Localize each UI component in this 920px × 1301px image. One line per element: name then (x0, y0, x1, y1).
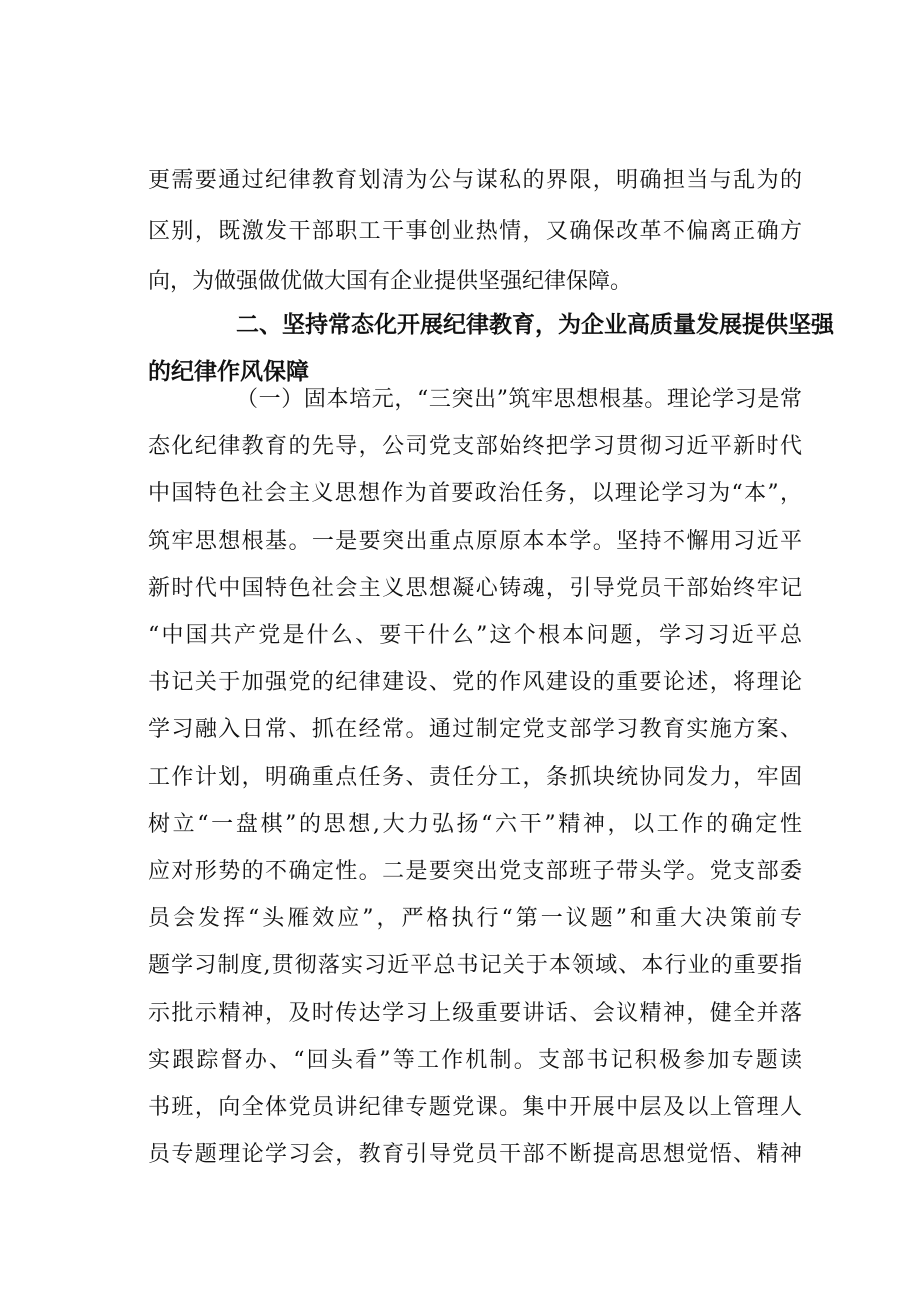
body-line: “中国共产党是什么、要干什么”这个根本问题，学习习近平总 (148, 623, 802, 648)
body-line: 树立“一盘棋”的思想,大力弘扬“六干”精神，以工作的确定性 (148, 811, 802, 837)
body-line: 书记关于加强党的纪律建设、党的作风建设的重要论述，将理论 (148, 670, 802, 696)
body-line: 态化纪律教育的先导，公司党支部始终把学习贯彻习近平新时代 (148, 434, 802, 460)
intro-line: 向，为做强做优做大国有企业提供坚强纪律保障。 (148, 269, 633, 294)
body-line: 筑牢思想根基。一是要突出重点原原本本学。坚持不懈用习近平 (148, 528, 802, 554)
body-line: 员会发挥“头雁效应”，严格执行“第一议题”和重大决策前专 (148, 906, 802, 932)
body-line: 中国特色社会主义思想作为首要政治任务，以理论学习为“本”， (148, 481, 802, 507)
body-line: 示批示精神，及时传达学习上级重要讲话、会议精神，健全并落 (148, 1000, 802, 1026)
body-line: 工作计划，明确重点任务、责任分工，条抓块统协同发力，牢固 (148, 764, 802, 790)
body-line: 员专题理论学习会，教育引导党员干部不断提高思想觉悟、精神 (148, 1142, 802, 1168)
section-heading-line: 的纪律作风保障 (148, 359, 309, 385)
body-line: 学习融入日常、抓在经常。通过制定党支部学习教育实施方案、 (148, 717, 802, 743)
body-line: （一）固本培元，“三突出”筑牢思想根基。理论学习是常 (236, 387, 802, 412)
body-line: 实跟踪督办、“回头看”等工作机制。支部书记积极参加专题读 (148, 1047, 802, 1073)
body-line: 书班，向全体党员讲纪律专题党课。集中开展中层及以上管理人 (148, 1095, 802, 1120)
body-line: 新时代中国特色社会主义思想凝心铸魂，引导党员干部始终牢记 (148, 575, 802, 601)
intro-line: 更需要通过纪律教育划清为公与谋私的界限，明确担当与乱为的 (148, 168, 802, 193)
body-line: 题学习制度,贯彻落实习近平总书记关于本领域、本行业的重要指 (148, 953, 802, 979)
body-line: 应对形势的不确定性。二是要突出党支部班子带头学。党支部委 (148, 859, 802, 884)
intro-line: 区别，既激发干部职工干事创业热情，又确保改革不偏离正确方 (148, 218, 802, 244)
section-heading-line: 二、坚持常态化开展纪律教育，为企业高质量发展提供坚强 (236, 312, 834, 338)
